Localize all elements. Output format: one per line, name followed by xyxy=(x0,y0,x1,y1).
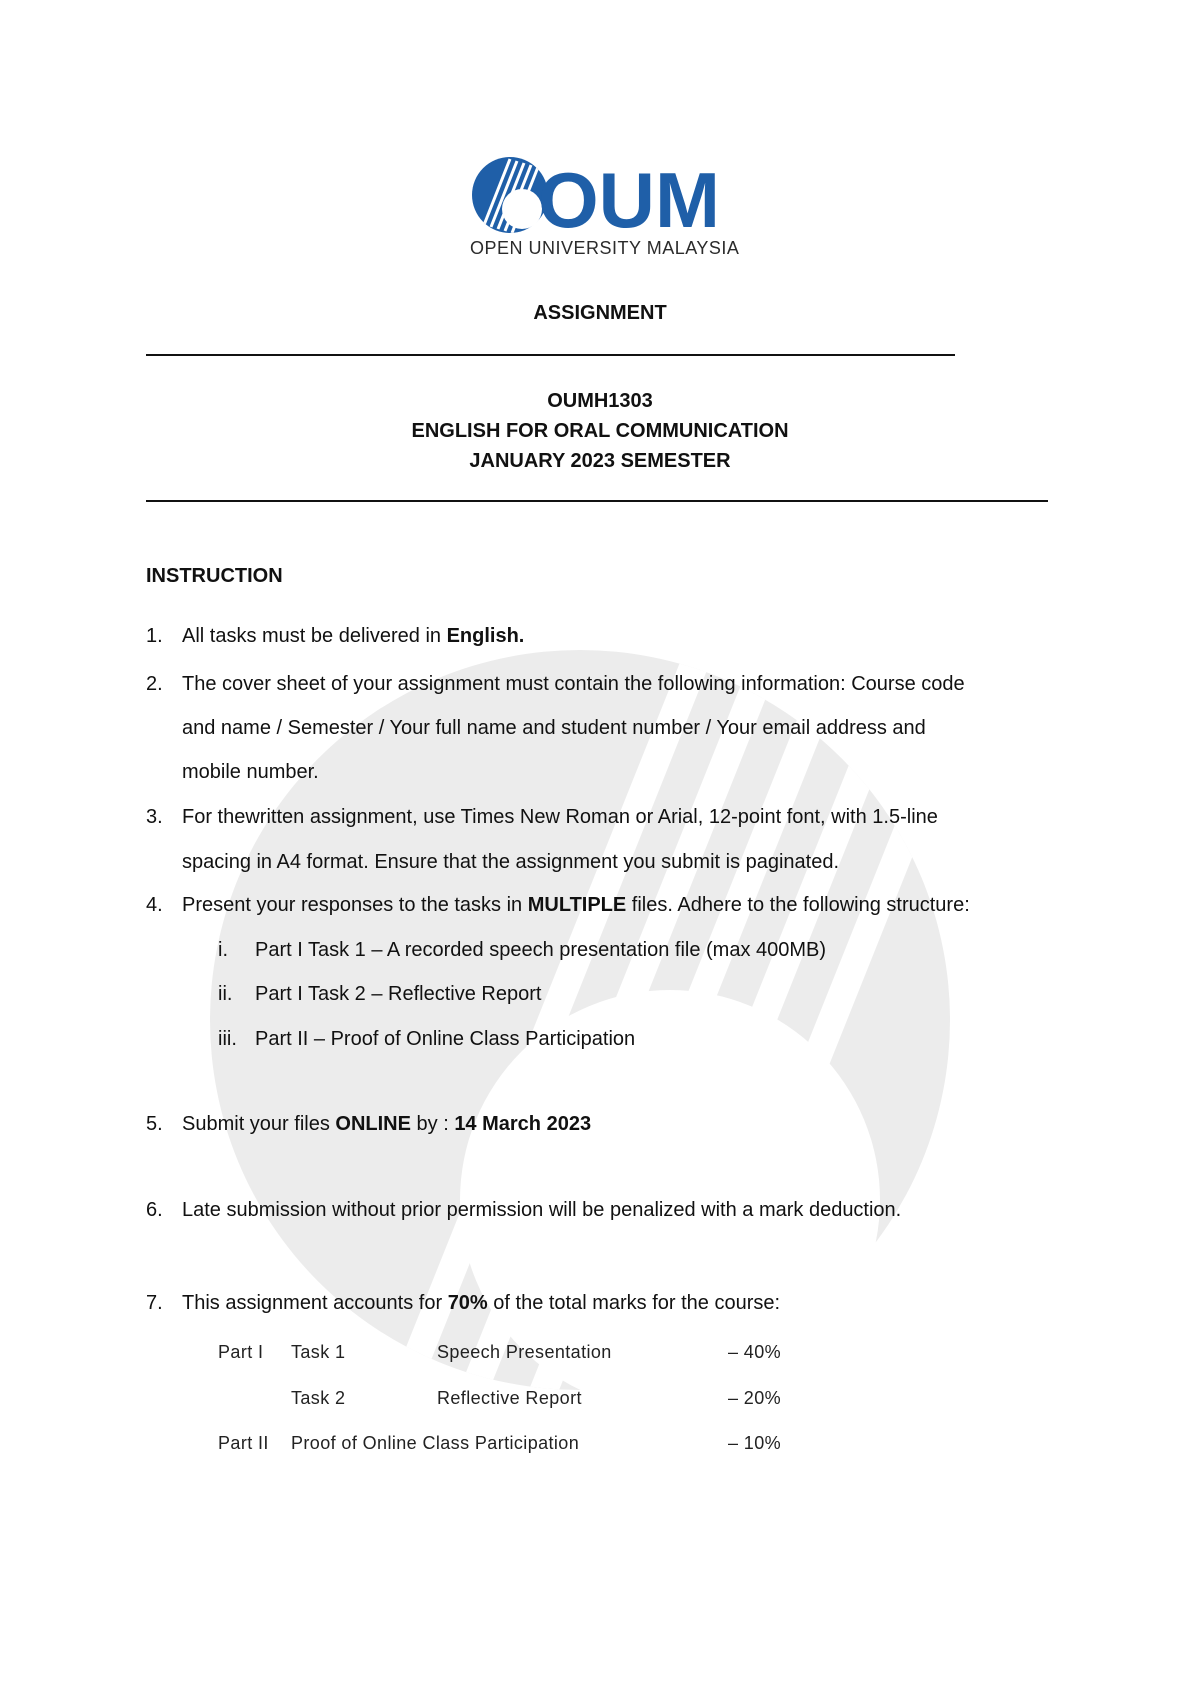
instruction-item-6: Late submission without prior permission will be penalized with a mark deduction. xyxy=(182,1199,902,1221)
instruction-item-2-line: The cover sheet of your assignment must contain the following information: Course code xyxy=(182,673,965,695)
assignment-label: ASSIGNMENT xyxy=(533,302,667,324)
header-divider-top xyxy=(146,354,955,356)
subitem-number: iii. xyxy=(218,1028,237,1050)
item-number: 1. xyxy=(146,625,163,647)
marks-weight: – 10% xyxy=(728,1433,782,1453)
instruction-item-3-line: For thewritten assignment, use Times New Roman or Arial, 12-point font, with 1.5-line xyxy=(182,806,938,828)
instruction-item-4: Present your responses to the tasks in MULTIPLE files. Adhere to the following structure: xyxy=(182,894,970,916)
marks-task: Proof of Online Class Participation xyxy=(291,1433,580,1453)
marks-weight: – 40% xyxy=(728,1342,782,1362)
course-name: ENGLISH FOR ORAL COMMUNICATION xyxy=(411,420,789,442)
marks-description: Reflective Report xyxy=(437,1388,582,1408)
marks-part: Part II xyxy=(218,1433,269,1453)
logo-wordmark: OUM xyxy=(538,156,720,244)
course-code: OUMH1303 xyxy=(547,390,653,412)
item-number: 7. xyxy=(146,1292,163,1314)
instruction-heading: INSTRUCTION xyxy=(146,565,283,587)
marks-task: Task 1 xyxy=(291,1342,346,1362)
instruction-item-1: All tasks must be delivered in English. xyxy=(182,625,525,647)
instruction-item-3-line: spacing in A4 format. Ensure that the assignment you submit is paginated. xyxy=(182,851,840,873)
semester: JANUARY 2023 SEMESTER xyxy=(469,450,731,472)
logo-subtitle: OPEN UNIVERSITY MALAYSIA xyxy=(470,238,740,258)
marks-task: Task 2 xyxy=(291,1388,346,1408)
instruction-item-7: This assignment accounts for 70% of the total marks for the course: xyxy=(182,1292,781,1314)
instruction-item-5: Submit your files ONLINE by : 14 March 2023 xyxy=(182,1113,592,1135)
marks-description: Speech Presentation xyxy=(437,1342,612,1362)
instruction-item-2-line: mobile number. xyxy=(182,761,319,783)
oum-watermark-emblem xyxy=(200,640,960,1400)
item-number: 3. xyxy=(146,806,163,828)
instruction-item-2-line: and name / Semester / Your full name and student number / Your email address and xyxy=(182,717,926,739)
item-number: 4. xyxy=(146,894,163,916)
subitem-text: Part I Task 1 – A recorded speech presentation file (max 400MB) xyxy=(255,939,827,961)
marks-weight: – 20% xyxy=(728,1388,782,1408)
subitem-number: ii. xyxy=(218,983,233,1005)
marks-part: Part I xyxy=(218,1342,264,1362)
subitem-text: Part II – Proof of Online Class Participation xyxy=(255,1028,636,1050)
subitem-number: i. xyxy=(218,939,228,961)
item-number: 6. xyxy=(146,1199,163,1221)
subitem-text: Part I Task 2 – Reflective Report xyxy=(255,983,542,1005)
item-number: 2. xyxy=(146,673,163,695)
item-number: 5. xyxy=(146,1113,163,1135)
header-divider-bottom xyxy=(146,500,1048,502)
